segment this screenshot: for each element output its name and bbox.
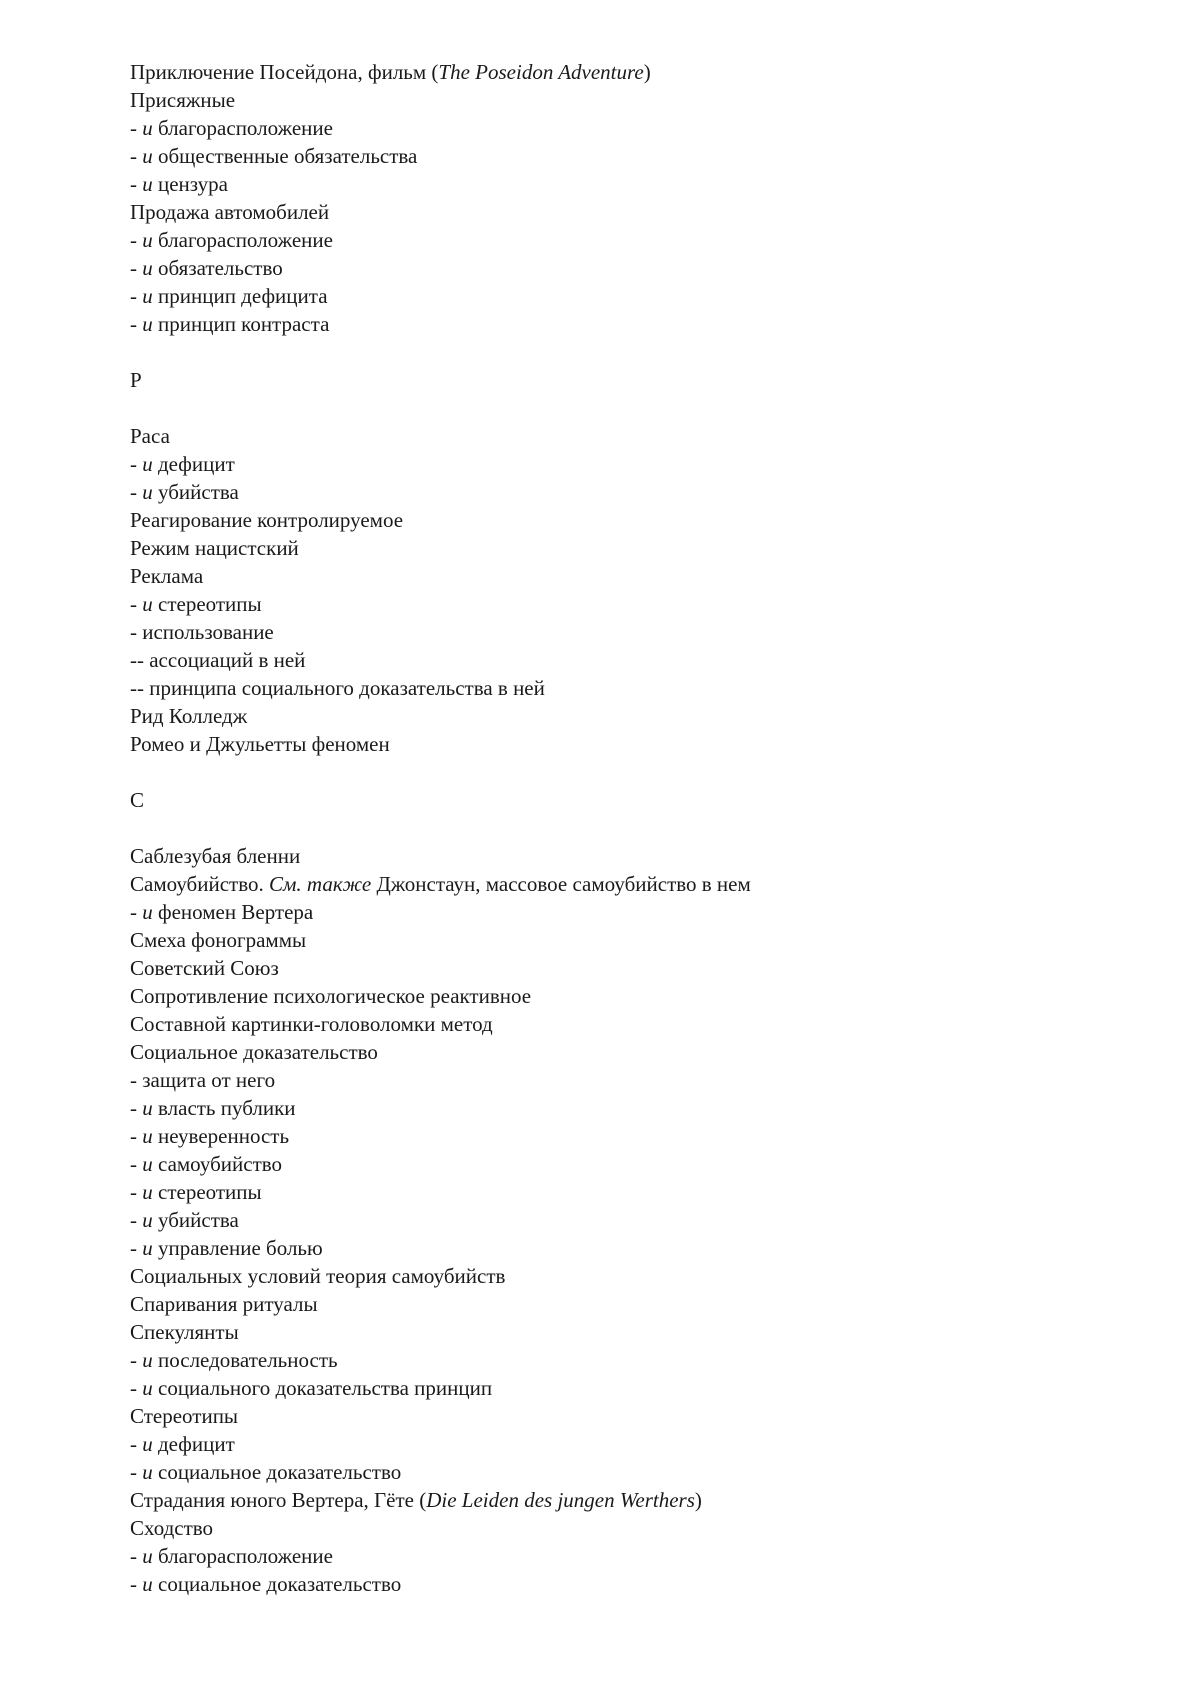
index-entry [130,1150,1140,1178]
text-fragment: стереотипы [152,1180,262,1204]
index-entry [130,1458,1140,1486]
index-entry [130,450,1140,478]
index-entry [130,534,1140,562]
index-entry [130,58,1140,86]
italic-fragment: и [142,1096,153,1120]
text-fragment: ) [694,1488,702,1512]
italic-fragment: См. также [268,872,372,896]
spacer [130,814,1140,842]
index-entry [130,646,1140,674]
index-entry [130,1542,1140,1570]
text-fragment: - [130,256,143,280]
spacer [130,758,1140,786]
text-fragment: феномен Вертера [152,900,314,924]
text-fragment: - [130,1180,143,1204]
index-entry [130,1430,1140,1458]
text-fragment: неуверенность [152,1124,290,1148]
index-entry [130,1290,1140,1318]
italic-fragment: и [142,256,153,280]
index-entry [130,254,1140,282]
text-fragment: последовательность [152,1348,338,1372]
index-entry [130,898,1140,926]
text-fragment: Спаривания ритуалы [130,1292,318,1316]
text-fragment: - [130,1432,143,1456]
index-entry [130,1038,1140,1066]
index-entry [130,1318,1140,1346]
text-fragment: - [130,172,143,196]
index-entry [130,870,1140,898]
text-fragment: Джонстаун, массовое самоубийство в нем [371,872,751,896]
text-fragment: самоубийство [152,1152,283,1176]
text-fragment: - [130,1152,143,1176]
index-entry [130,842,1140,870]
italic-fragment: и [142,1376,153,1400]
index-entry [130,1178,1140,1206]
italic-fragment: и [142,480,153,504]
italic-fragment: и [142,1152,153,1176]
text-fragment: -- ассоциаций в ней [130,648,306,672]
text-fragment: Самоубийство. [130,872,269,896]
text-fragment: Социальных условий теория самоубийств [130,1264,506,1288]
text-fragment: - [130,900,143,924]
text-fragment: - [130,1124,143,1148]
index-entry [130,310,1140,338]
text-fragment: обязательство [152,256,283,280]
text-fragment: Саблезубая бленни [130,844,301,868]
italic-fragment: и [142,228,153,252]
index-entry [130,86,1140,114]
text-fragment: цензура [152,172,228,196]
index-entry [130,198,1140,226]
italic-fragment: и [142,1572,153,1596]
text-fragment: - использование [130,620,274,644]
italic-fragment: и [142,116,153,140]
section-letter: С [130,788,145,812]
italic-fragment: и [142,172,153,196]
text-fragment: Социальное доказательство [130,1040,378,1064]
index-entry [130,142,1140,170]
text-fragment: - [130,144,143,168]
text-fragment: - [130,228,143,252]
text-fragment: общественные обязательства [152,144,418,168]
text-fragment: Сопротивление психологическое реактивное [130,984,532,1008]
index-entry [130,730,1140,758]
index-entry [130,590,1140,618]
index-entry [130,982,1140,1010]
text-fragment: дефицит [152,1432,235,1456]
text-fragment: Спекулянты [130,1320,239,1344]
index-entry [130,954,1140,982]
index-entry [130,1570,1140,1598]
italic-fragment: и [142,1180,153,1204]
text-fragment: - [130,1376,143,1400]
text-fragment: власть публики [152,1096,296,1120]
index-entry [130,1514,1140,1542]
text-fragment: - [130,1208,143,1232]
text-fragment: Реагирование контролируемое [130,508,404,532]
italic-fragment: и [142,452,153,476]
italic-fragment: и [142,312,153,336]
italic-fragment: и [142,1208,153,1232]
text-fragment: социального доказательства принцип [152,1376,493,1400]
section-letter: Р [130,368,142,392]
index-entry [130,618,1140,646]
index-entry [130,422,1140,450]
index-entry [130,1234,1140,1262]
text-fragment: - [130,452,143,476]
italic-fragment: и [142,1124,153,1148]
index-entry [130,478,1140,506]
italic-fragment: и [142,284,153,308]
text-fragment: дефицит [152,452,235,476]
text-fragment: - [130,284,143,308]
index-entry [130,1094,1140,1122]
italic-fragment: и [142,1236,153,1260]
text-fragment: социальное доказательство [152,1572,402,1596]
italic-fragment: и [142,1460,153,1484]
text-fragment: ) [643,60,651,84]
text-fragment: Стереотипы [130,1404,239,1428]
text-fragment: благорасположение [152,1544,333,1568]
text-fragment: Раса [130,424,170,448]
index-entry [130,1066,1140,1094]
text-fragment: Продажа автомобилей [130,200,330,224]
spacer [130,394,1140,422]
text-fragment: Составной картинки-головоломки метод [130,1012,493,1036]
index-entry [130,702,1140,730]
index-entry [130,1486,1140,1514]
text-fragment: убийства [152,480,239,504]
index-entry [130,226,1140,254]
index-entry [130,562,1140,590]
text-fragment: стереотипы [152,592,262,616]
index-entry [130,674,1140,702]
text-fragment: благорасположение [152,228,333,252]
text-fragment: - [130,312,143,336]
italic-fragment: и [142,1432,153,1456]
spacer [130,338,1140,366]
text-fragment: Приключение Посейдона, фильм ( [130,60,439,84]
italic-fragment: The Poseidon Adventure [438,60,644,84]
text-fragment: Реклама [130,564,204,588]
index-entry [130,170,1140,198]
italic-fragment: и [142,1544,153,1568]
text-fragment: - [130,1348,143,1372]
text-fragment: - [130,480,143,504]
text-fragment: - защита от него [130,1068,276,1092]
text-fragment: социальное доказательство [152,1460,402,1484]
text-fragment: - [130,1096,143,1120]
text-fragment: Режим нацистский [130,536,299,560]
text-fragment: -- принципа социального доказательства в ней [130,676,545,700]
index-entry [130,1346,1140,1374]
italic-fragment: Die Leiden des jungen Werthers [426,1488,695,1512]
index-entry [130,1262,1140,1290]
text-fragment: - [130,1572,143,1596]
index-entry [130,1402,1140,1430]
italic-fragment: и [142,144,153,168]
text-fragment: принцип дефицита [152,284,328,308]
index-entry [130,1374,1140,1402]
subject-index [130,58,1140,1598]
text-fragment: Смеха фонограммы [130,928,307,952]
italic-fragment: и [142,900,153,924]
text-fragment: - [130,1236,143,1260]
text-fragment: принцип контраста [152,312,330,336]
text-fragment: убийства [152,1208,239,1232]
italic-fragment: и [142,592,153,616]
text-fragment: благорасположение [152,116,333,140]
text-fragment: - [130,116,143,140]
text-fragment: управление болью [152,1236,323,1260]
index-entry [130,1122,1140,1150]
text-fragment: Ромео и Джульетты феномен [130,732,390,756]
text-fragment: Рид Колледж [130,704,248,728]
text-fragment: Присяжные [130,88,236,112]
text-fragment: - [130,1544,143,1568]
index-entry [130,282,1140,310]
text-fragment: - [130,1460,143,1484]
index-entry [130,926,1140,954]
text-fragment: Сходство [130,1516,214,1540]
text-fragment: Советский Союз [130,956,279,980]
italic-fragment: и [142,1348,153,1372]
index-entry [130,506,1140,534]
index-entry [130,114,1140,142]
text-fragment: Страдания юного Вертера, Гёте ( [130,1488,427,1512]
index-entry [130,1206,1140,1234]
text-fragment: - [130,592,143,616]
index-entry [130,1010,1140,1038]
